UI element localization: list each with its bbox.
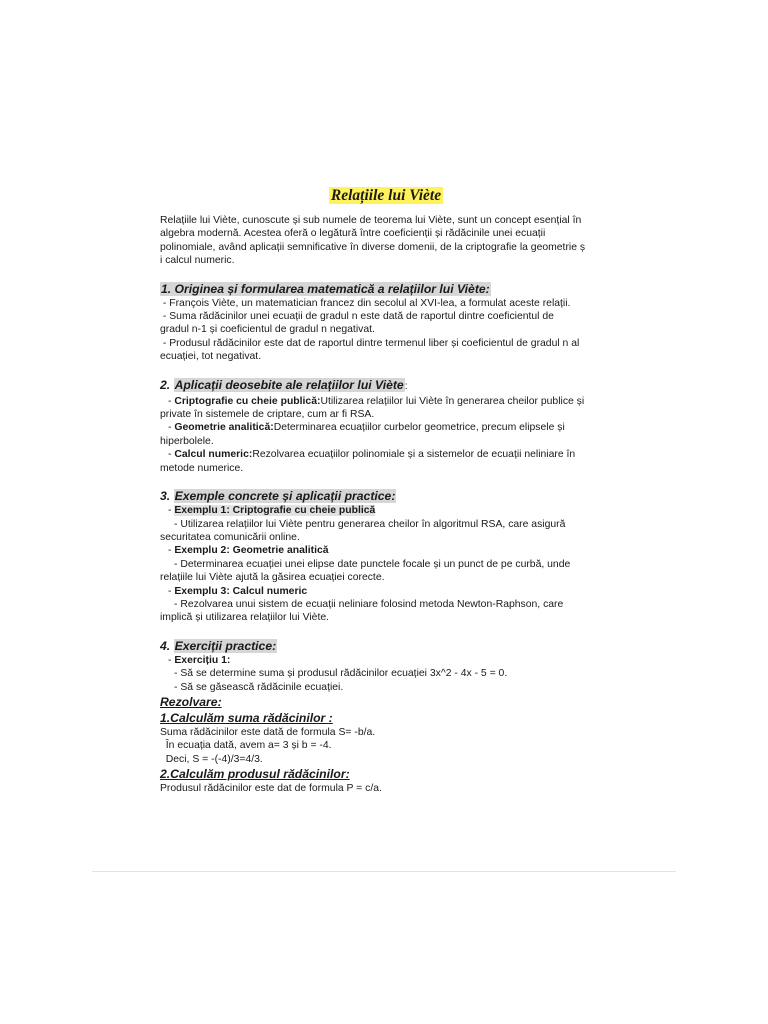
- step-2-heading: 2.Calculăm produsul rădăcinilor:: [160, 767, 350, 782]
- section-4-heading: 4. Exerciții practice:: [160, 638, 277, 653]
- list-item: - Exemplu 1: Criptografie cu cheie publică - Utilizarea relațiilor lui Viète pentru generarea cheilor în algoritmul RSA, care asigură securitatea comunicării online.: [160, 505, 566, 543]
- section-4: 4. Exerciții practice: - Exercițiu 1: - Să se determine suma și produsul rădăcinilor ecuației 3x^2 - 4x - 5 = 0. - Să se găsească rădăcinile ecuației. Rezolvare: 1.Calculăm suma rădăcinilor : Suma rădăcinilor este dată de formula S= -b/a. În ecuația dată, avem a= 3 și b = -4. Deci, S = -(-4)/3=4/3. 2.Calculăm produsul rădăcinilor: Produsul rădăcinilor este dat de formula P = c/a.: [160, 638, 612, 796]
- step-1-heading: 1.Calculăm suma rădăcinilor :: [160, 710, 333, 725]
- list-item: - Calcul numeric:Rezolvarea ecuațiilor polinomiale și a sistemelor de ecuații neliniare în metode numerice.: [160, 449, 576, 474]
- section-2: [160, 377, 612, 475]
- section-1: 1. Originea și formularea matematică a relațiilor lui Viète: - François Viète, un matematician francez din secolul al XVI-lea, a formulat aceste relații. - Suma rădăcinilor unei ecuații de gradul n este dată de raportul dintre coeficientul de gradul n-1 și coeficientul de gradul n negativat. - Produsul rădăcinilor este dat de raportul dintre termenul liber și coeficientul de gradul n al ecuației, tot negativat.: [160, 281, 612, 364]
- section-2-heading: 2. Aplicații deosebite ale relațiilor lui Viète:: [160, 377, 408, 392]
- list-item: - Exemplu 3: Calcul numeric - Rezolvarea unui sistem de ecuații neliniare folosind metoda Newton-Raphson, care implică și utilizarea relațiilor lui Viète.: [160, 585, 564, 624]
- list-item: - Exemplu 2: Geometrie analitică - Determinarea ecuației unei elipse date punctele focale și un punct de pe curbă, unde relațiile lui Viète ajută la găsirea ecuației corecte.: [160, 545, 571, 584]
- document-page: [160, 186, 612, 796]
- solution-heading: Rezolvare:: [160, 694, 222, 709]
- list-item: - Criptografie cu cheie publică:Utilizarea relațiilor lui Viète în generarea cheilor publice și private în sistemele de criptare, cum ar fi RSA.: [160, 395, 585, 421]
- section-1-heading: 1. Originea și formularea matematică a relațiilor lui Viète:: [161, 281, 490, 296]
- list-item: - Geometrie analitică:Determinarea ecuațiilor curbelor geometrice, precum elipsele și hiperbolele.: [160, 422, 565, 447]
- section-3-heading: 3. Exemple concrete și aplicații practice:: [160, 489, 396, 504]
- document-title: Relațiile lui Viète: [330, 187, 442, 204]
- page-divider: [92, 871, 676, 872]
- intro-paragraph: Relațiile lui Viète, cunoscute și sub numele de teorema lui Viète, sunt un concept esențial în algebra modernă. Acestea oferă o legătură între coeficienții și rădăcinile unei ecuații polinomiale, având aplicații semnificative în diverse domenii, de la criptografie la geometrie ș i calcul numeric.: [160, 215, 586, 267]
- section-3: [160, 488, 612, 625]
